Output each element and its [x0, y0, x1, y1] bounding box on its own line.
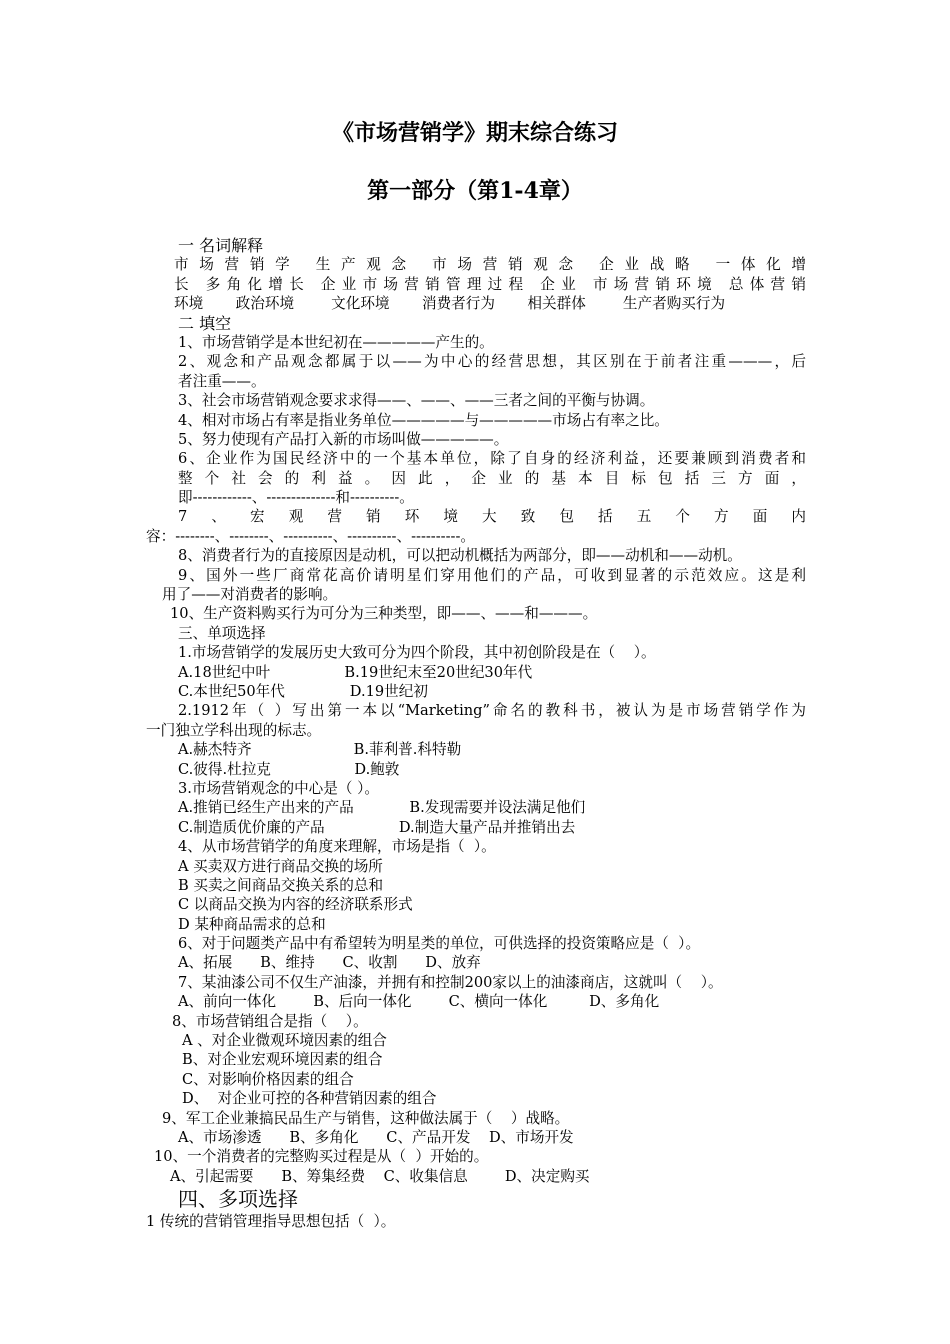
text-line: A 买卖双方进行商品交换的场所 — [178, 857, 383, 875]
text-line: 市场营销学 生产观念 市场营销观念 企业战略 一体化增 — [174, 256, 806, 274]
text-line: C 以商品交换为内容的经济联系形式 — [178, 896, 413, 914]
text-line: 长 多角化增长 企业市场营销管理过程 企业 市场营销环境 总体营销 — [174, 275, 806, 293]
text-line: A、引起需要 B、筹集经费 C、收集信息 D、决定购买 — [170, 1167, 590, 1185]
text-line: C.本世纪50年代 D.19世纪初 — [178, 682, 428, 700]
text-line: 8、市场营销组合是指（ ）。 — [172, 1012, 368, 1030]
text-line: 4、从市场营销学的角度来理解，市场是指（ ）。 — [178, 838, 496, 856]
text-line: A.18世纪中叶 B.19世纪末至20世纪30年代 — [178, 663, 533, 681]
text-line: 7、某油漆公司不仅生产油漆，并拥有和控制200家以上的油漆商店，这就叫（ ）。 — [178, 973, 723, 991]
text-line: 6、企业作为国民经济中的一个基本单位，除了自身的经济利益，还要兼顾到消费者和 — [178, 450, 806, 468]
text-line: A、前向一体化 B、后向一体化 C、横向一体化 D、多角化 — [178, 993, 660, 1011]
text-line: D 某种商品需求的总和 — [178, 915, 326, 933]
text-line: D、 对企业可控的各种营销因素的组合 — [182, 1090, 437, 1108]
document-title: 《市场营销学》期末综合练习 — [331, 120, 618, 146]
text-line: 3.市场营销观念的中心是（ ）。 — [178, 779, 379, 797]
text-line: 1.市场营销学的发展历史大致可分为四个阶段，其中初创阶段是在（ ）。 — [178, 644, 656, 662]
text-line: 三、单项选择 — [178, 624, 266, 642]
text-line: A.推销已经生产出来的产品 B.发现需要并设法满足他们 — [178, 799, 586, 817]
text-line: B 买卖之间商品交换关系的总和 — [178, 876, 384, 894]
text-line: 1、市场营销学是本世纪初在—————产生的。 — [178, 333, 494, 351]
text-line: A.赫杰特齐 B.菲利普.科特勒 — [178, 741, 462, 759]
text-line: 6、对于问题类产品中有希望转为明星类的单位，可供选择的投资策略应是（ ）。 — [178, 935, 701, 953]
text-line: 环境 政治环境 文化环境 消费者行为 相关群体 生产者购买行为 — [174, 295, 726, 313]
text-line: 者注重——。 — [178, 372, 266, 390]
text-line: 容：--------、--------、----------、----------、----------。 — [146, 527, 475, 545]
document-subtitle: 第一部分（第1-4章） — [367, 178, 583, 204]
text-line: C.制造质优价廉的产品 D.制造大量产品并推销出去 — [178, 818, 576, 836]
text-line: 用了——对消费者的影响。 — [162, 586, 338, 604]
text-line: 2.1912年（ ）写出第一本以“Marketing”命名的教科书，被认为是市场营销学作为 — [178, 702, 806, 720]
text-line: 5、努力使现有产品打入新的市场叫做—————。 — [178, 430, 509, 448]
text-line: 二 填空 — [178, 313, 232, 333]
text-line: 9、国外一些厂商常花高价请明星们穿用他们的产品，可收到显著的示范效应。这是利 — [178, 566, 806, 584]
text-line: 2、观念和产品观念都属于以——为中心的经营思想，其区别在于前者注重———，后 — [178, 353, 806, 371]
text-line: B、对企业宏观环境因素的组合 — [182, 1051, 383, 1069]
text-line: A、市场渗透 B、多角化 C、产品开发 D、市场开发 — [178, 1128, 574, 1146]
text-line: A 、对企业微观环境因素的组合 — [182, 1032, 387, 1050]
text-line: 10、一个消费者的完整购买过程是从（ ）开始的。 — [154, 1148, 489, 1166]
text-line: A、拓展 B、维持 C、收割 D、放弃 — [178, 954, 481, 972]
text-line: C.彼得.杜拉克 D.鲍敦 — [178, 760, 400, 778]
text-line: 3、社会市场营销观念要求求得——、——、——三者之间的平衡与协调。 — [178, 392, 655, 410]
text-line: 一 名词解释 — [178, 236, 264, 255]
text-line: 四、多项选择 — [178, 1187, 298, 1212]
text-line: C、对影响价格因素的组合 — [182, 1070, 354, 1088]
text-line: 一门独立学科出现的标志。 — [146, 721, 322, 739]
text-line: 8、消费者行为的直接原因是动机，可以把动机概括为两部分，即——动机和——动机。 — [178, 547, 742, 565]
text-line: 9、军工企业兼搞民品生产与销售，这种做法属于（ ）战略。 — [162, 1109, 570, 1127]
text-line: 10、生产资料购买行为可分为三种类型，即——、——和———。 — [170, 605, 598, 623]
text-line: 整个社会的利益。因此，企业的基本目标包括三方面， — [178, 469, 806, 487]
text-line: 4、相对市场占有率是指业务单位—————与—————市场占有率之比。 — [178, 411, 669, 429]
text-line: 1 传统的营销管理指导思想包括（ ）。 — [146, 1213, 396, 1231]
text-line: 即------------、--------------和----------。 — [178, 489, 414, 507]
document-body — [0, 236, 950, 1232]
text-line: 7、宏观营销环境大致包括五个方面内 — [178, 508, 806, 526]
